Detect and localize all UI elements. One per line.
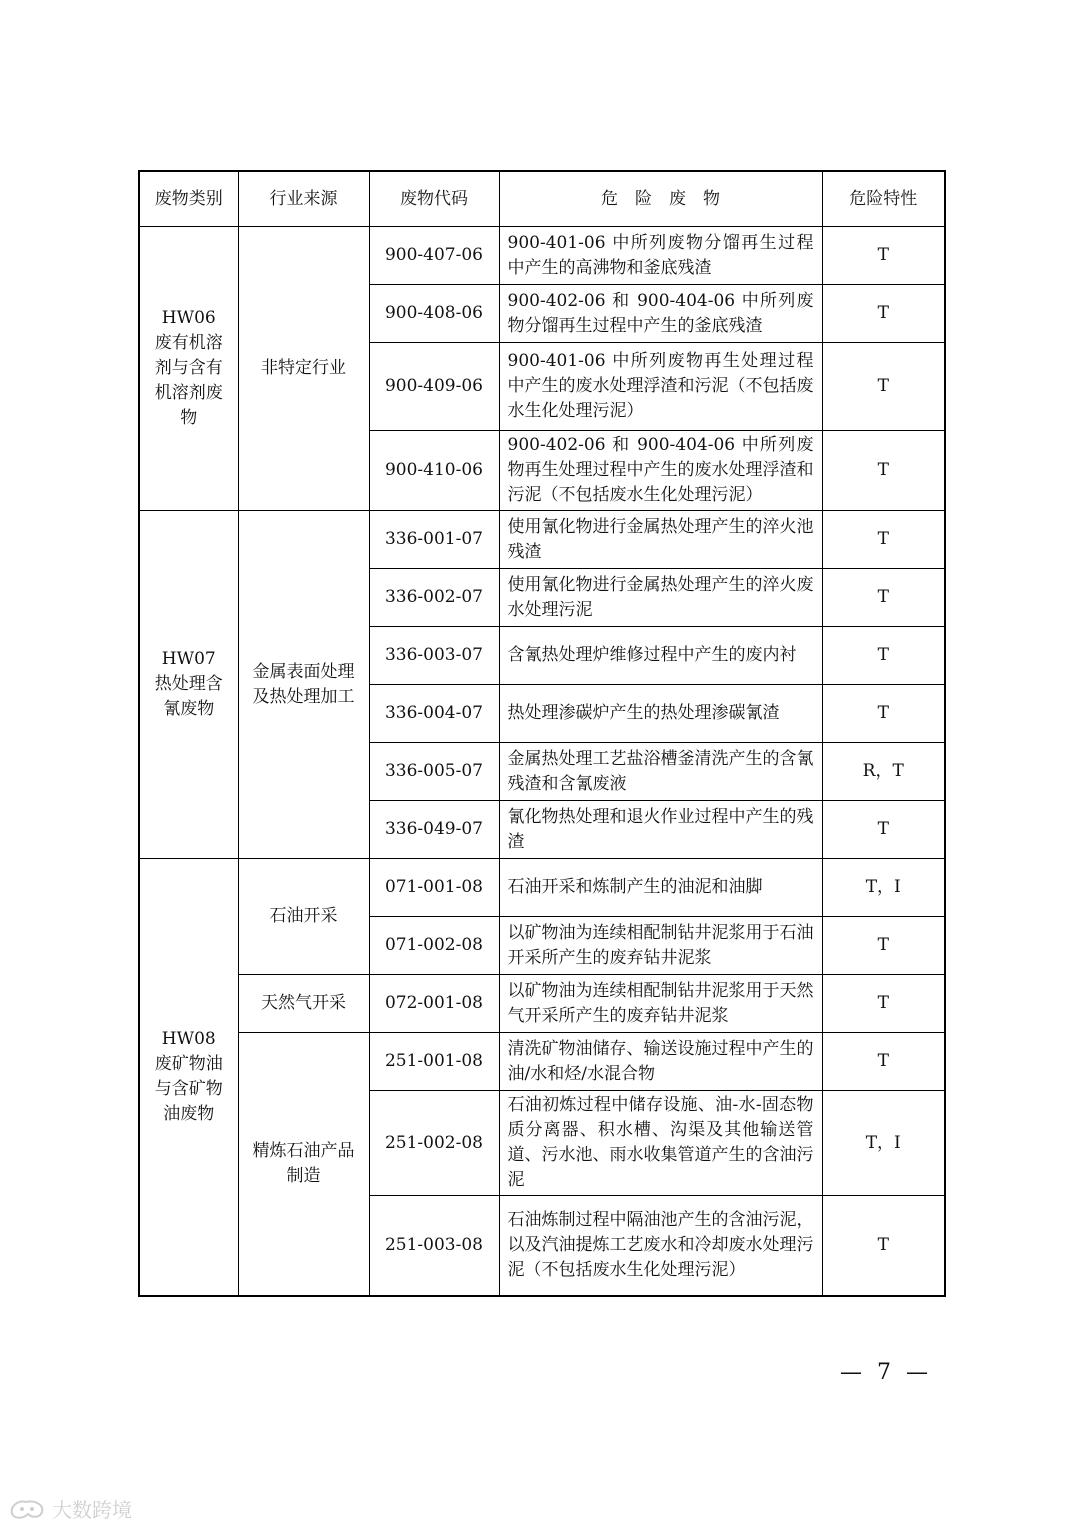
waste-cell: 清洗矿物油储存、输送设施过程中产生的油/水和烃/水混合物 xyxy=(499,1033,822,1091)
code-cell: 072-001-08 xyxy=(369,975,499,1033)
code-cell: 900-410-06 xyxy=(369,431,499,511)
hazard-cell: T xyxy=(822,1033,945,1091)
waste-cell: 金属热处理工艺盐浴槽釜清洗产生的含氰残渣和含氰废液 xyxy=(499,743,822,801)
hazard-cell: T xyxy=(822,975,945,1033)
waste-cell: 使用氰化物进行金属热处理产生的淬火池残渣 xyxy=(499,511,822,569)
waste-cell: 以矿物油为连续相配制钻井泥浆用于石油开采所产生的废弃钻井泥浆 xyxy=(499,917,822,975)
source-cell: 石油开采 xyxy=(238,859,369,975)
waste-cell: 900-402-06 和 900-404-06 中所列废物分馏再生过程中产生的釜底残渣 xyxy=(499,285,822,343)
category-cell-hw06: HW06 废有机溶剂与含有机溶剂废物 xyxy=(139,227,238,511)
waste-cell: 以矿物油为连续相配制钻井泥浆用于天然气开采所产生的废弃钻井泥浆 xyxy=(499,975,822,1033)
hazard-cell: T xyxy=(822,569,945,627)
code-cell: 251-002-08 xyxy=(369,1091,499,1196)
code-cell: 900-409-06 xyxy=(369,343,499,431)
code-cell: 251-003-08 xyxy=(369,1196,499,1296)
header-category: 废物类别 xyxy=(139,171,238,227)
hazard-cell: T xyxy=(822,285,945,343)
category-cell-hw07: HW07 热处理含氰废物 xyxy=(139,511,238,859)
table-header-row xyxy=(139,171,945,227)
code-cell: 336-004-07 xyxy=(369,685,499,743)
header-code: 废物代码 xyxy=(369,171,499,227)
waste-cell: 石油初炼过程中储存设施、油-水-固态物质分离器、积水槽、沟渠及其他输送管道、污水池、雨水收集管道产生的含油污泥 xyxy=(499,1091,822,1196)
hazard-cell: R，T xyxy=(822,743,945,801)
hazard-cell: T xyxy=(822,343,945,431)
header-hazard: 危险特性 xyxy=(822,171,945,227)
code-cell: 900-407-06 xyxy=(369,227,499,285)
hazard-cell: T xyxy=(822,511,945,569)
source-cell: 精炼石油产品制造 xyxy=(238,1033,369,1296)
code-cell: 071-001-08 xyxy=(369,859,499,917)
source-cell: 非特定行业 xyxy=(238,227,369,511)
hazard-cell: T xyxy=(822,801,945,859)
hazard-cell: T，I xyxy=(822,859,945,917)
table-row xyxy=(139,859,945,917)
code-cell: 071-002-08 xyxy=(369,917,499,975)
hazard-cell: T xyxy=(822,627,945,685)
watermark-logo-icon xyxy=(8,1496,48,1522)
hazardous-waste-table xyxy=(138,170,946,1297)
table-row xyxy=(139,1033,945,1091)
waste-cell: 氰化物热处理和退火作业过程中产生的残渣 xyxy=(499,801,822,859)
code-cell: 336-002-07 xyxy=(369,569,499,627)
waste-cell: 900-402-06 和 900-404-06 中所列废物再生处理过程中产生的废水处理浮渣和污泥（不包括废水生化处理污泥） xyxy=(499,431,822,511)
source-cell: 金属表面处理及热处理加工 xyxy=(238,511,369,859)
page-number: — 7 — xyxy=(840,1360,932,1385)
watermark xyxy=(8,1494,132,1523)
code-cell: 900-408-06 xyxy=(369,285,499,343)
header-waste: 危 险 废 物 xyxy=(499,171,822,227)
hazard-cell: T xyxy=(822,1196,945,1296)
hazard-cell: T xyxy=(822,227,945,285)
hazard-cell: T，I xyxy=(822,1091,945,1196)
waste-cell: 900-401-06 中所列废物再生处理过程中产生的废水处理浮渣和污泥（不包括废水生化处理污泥） xyxy=(499,343,822,431)
waste-cell: 石油开采和炼制产生的油泥和油脚 xyxy=(499,859,822,917)
hazard-cell: T xyxy=(822,685,945,743)
table-row xyxy=(139,975,945,1033)
code-cell: 336-049-07 xyxy=(369,801,499,859)
code-cell: 336-003-07 xyxy=(369,627,499,685)
header-source: 行业来源 xyxy=(238,171,369,227)
waste-cell: 900-401-06 中所列废物分馏再生过程中产生的高沸物和釜底残渣 xyxy=(499,227,822,285)
waste-cell: 热处理渗碳炉产生的热处理渗碳氰渣 xyxy=(499,685,822,743)
code-cell: 251-001-08 xyxy=(369,1033,499,1091)
hazard-cell: T xyxy=(822,917,945,975)
waste-cell: 使用氰化物进行金属热处理产生的淬火废水处理污泥 xyxy=(499,569,822,627)
hazard-cell: T xyxy=(822,431,945,511)
code-cell: 336-005-07 xyxy=(369,743,499,801)
waste-cell: 含氰热处理炉维修过程中产生的废内衬 xyxy=(499,627,822,685)
category-cell-hw08: HW08 废矿物油与含矿物油废物 xyxy=(139,859,238,1296)
waste-cell: 石油炼制过程中隔油池产生的含油污泥，以及汽油提炼工艺废水和冷却废水处理污泥（不包括废水生化处理污泥） xyxy=(499,1196,822,1296)
table-row xyxy=(139,227,945,285)
watermark-text: 大数跨境 xyxy=(52,1498,132,1522)
code-cell: 336-001-07 xyxy=(369,511,499,569)
source-cell: 天然气开采 xyxy=(238,975,369,1033)
table-row xyxy=(139,511,945,569)
